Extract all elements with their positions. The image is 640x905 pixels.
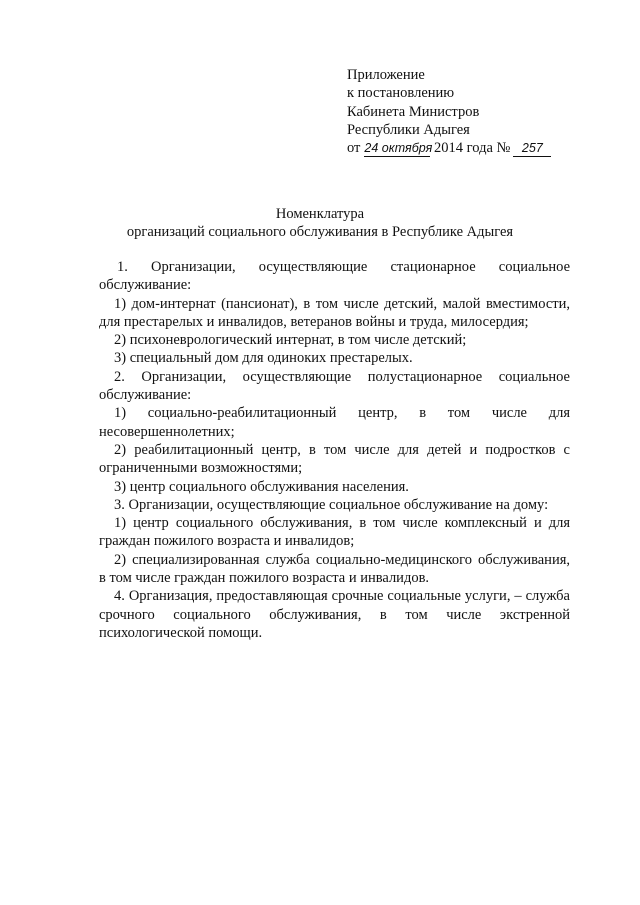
appendix-line-3: Кабинета Министров bbox=[347, 103, 480, 120]
appendix-date-line bbox=[347, 139, 551, 157]
section-2-item-1: 1) социально-реабилитационный центр, в том числе для несовершеннолетних; bbox=[99, 405, 570, 440]
appendix-line-1: Приложение bbox=[347, 67, 425, 83]
date-suffix: 2014 года № bbox=[434, 140, 511, 157]
section-1-item-2: 2) психоневрологический интернат, в том числе детский; bbox=[114, 332, 467, 349]
section-3-item-1: 1) центр социального обслуживания, в том числе комплексный и для граждан пожилого возраста и инвалидов; bbox=[99, 515, 570, 550]
section-3-heading: 3. Организации, осуществляющие социальное обслуживание на дому: bbox=[114, 496, 549, 513]
section-2-item-2: 2) реабилитационный центр, в том числе для детей и подростков с ограниченными возможностями; bbox=[99, 441, 570, 477]
title-line-2: организаций социального обслуживания в Республике Адыгея bbox=[126, 224, 514, 241]
section-4-paragraph: 4. Организация, предоставляющая срочные социальные услуги, – служба срочного социального обслуживания, в том числе экстренной психологической помощи. bbox=[99, 588, 570, 641]
document-title bbox=[0, 205, 640, 242]
appendix-header bbox=[347, 66, 551, 157]
section-2-heading: 2. Организации, осуществляющие полустационарное социальное обслуживание: bbox=[99, 368, 570, 404]
date-value: 24 октября bbox=[364, 141, 433, 156]
date-prefix: от bbox=[347, 140, 361, 157]
title-line-1: Номенклатура bbox=[275, 206, 365, 222]
section-2-item-3: 3) центр социального обслуживания населения. bbox=[114, 478, 409, 495]
document-body bbox=[99, 258, 570, 642]
section-1-heading: 1. Организации, осуществляющие стационарное социальное обслуживание: bbox=[99, 259, 570, 294]
number-value: 257 bbox=[513, 141, 551, 157]
appendix-line-4: Республики Адыгея bbox=[347, 121, 470, 138]
appendix-line-2: к постановлению bbox=[347, 85, 455, 102]
section-3-item-2: 2) специализированная служба социально-медицинского обслуживания, в том числе граждан пожилого возраста и инвалидов. bbox=[99, 551, 570, 587]
section-1-item-1: 1) дом-интернат (пансионат), в том числе детский, малой вместимости, для престарелых и инвалидов, ветеранов войны и труда, милосердия; bbox=[99, 295, 570, 330]
section-1-item-3: 3) специальный дом для одиноких престарелых. bbox=[114, 350, 413, 367]
